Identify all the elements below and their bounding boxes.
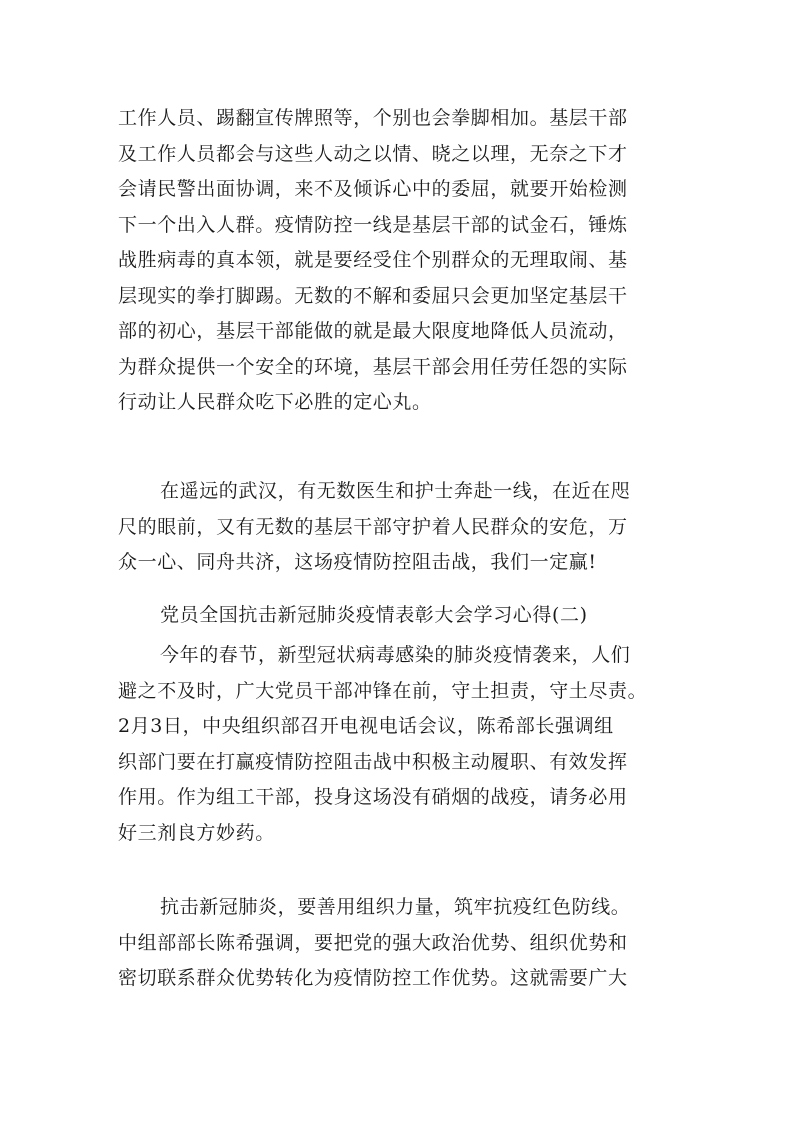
section-title: 党员全国抗击新冠肺炎疫情表彰大会学习心得(二)	[160, 604, 588, 626]
paragraph-line: 会请民警出面协调，来不及倾诉心中的委屈，就要开始检测	[118, 178, 628, 200]
paragraph-line: 层现实的拳打脚踢。无数的不解和委屈只会更加坚定基层干	[118, 284, 628, 307]
section-title-block	[118, 598, 698, 634]
paragraph-line: 下一个出入人群。疫情防控一线是基层干部的试金石，锤炼	[118, 213, 628, 236]
paragraph-line: 在遥远的武汉，有无数医生和护士奔赴一线，在近在咫	[160, 480, 631, 502]
paragraph-line: 工作人员、踢翻宣传牌照等，个别也会拳脚相加。基层干部	[118, 107, 628, 129]
paragraph-line: 避之不及时，广大党员干部冲锋在前，守土担责，守土尽责。	[118, 679, 648, 702]
paragraph-line: 及工作人员都会与这些人动之以情、晓之以理，无奈之下才	[118, 142, 628, 165]
paragraph-4	[118, 890, 698, 997]
paragraph-1	[118, 101, 698, 421]
paragraph-line: 作用。作为组工干部，投身这场没有硝烟的战疫，请务必用	[118, 786, 628, 808]
paragraph-line: 众一心、同舟共济，这场疫情防控阻击战，我们一定赢!	[118, 551, 597, 573]
paragraph-line: 2月3日，中央组织部召开电视电话会议，陈希部长强调组	[118, 715, 614, 737]
paragraph-line: 密切联系群众优势转化为疫情防控工作优势。这就需要广大	[118, 967, 628, 989]
paragraph-line: 好三剂良方妙药。	[118, 821, 275, 844]
paragraph-line: 为群众提供一个安全的环境，基层干部会用任劳任怨的实际	[118, 355, 628, 378]
paragraph-line: 战胜病毒的真本领，就是要经受住个别群众的无理取闹、基	[118, 249, 628, 271]
paragraph-line: 中组部部长陈希强调，要把党的强大政治优势、组织优势和	[118, 931, 628, 954]
paragraph-3	[118, 638, 698, 851]
paragraph-line: 抗击新冠肺炎，要善用组织力量，筑牢抗疫红色防线。	[160, 896, 631, 918]
paragraph-line: 行动让人民群众吃下必胜的定心丸。	[118, 391, 432, 413]
paragraph-line: 织部门要在打赢疫情防控阻击战中积极主动履职、有效发挥	[118, 750, 628, 773]
paragraph-line: 部的初心，基层干部能做的就是最大限度地降低人员流动，	[118, 320, 628, 342]
paragraph-line: 今年的春节，新型冠状病毒感染的肺炎疫情袭来，人们	[160, 644, 631, 666]
paragraph-2	[118, 474, 698, 581]
paragraph-line: 尺的眼前，又有无数的基层干部守护着人民群众的安危，万	[118, 515, 628, 538]
